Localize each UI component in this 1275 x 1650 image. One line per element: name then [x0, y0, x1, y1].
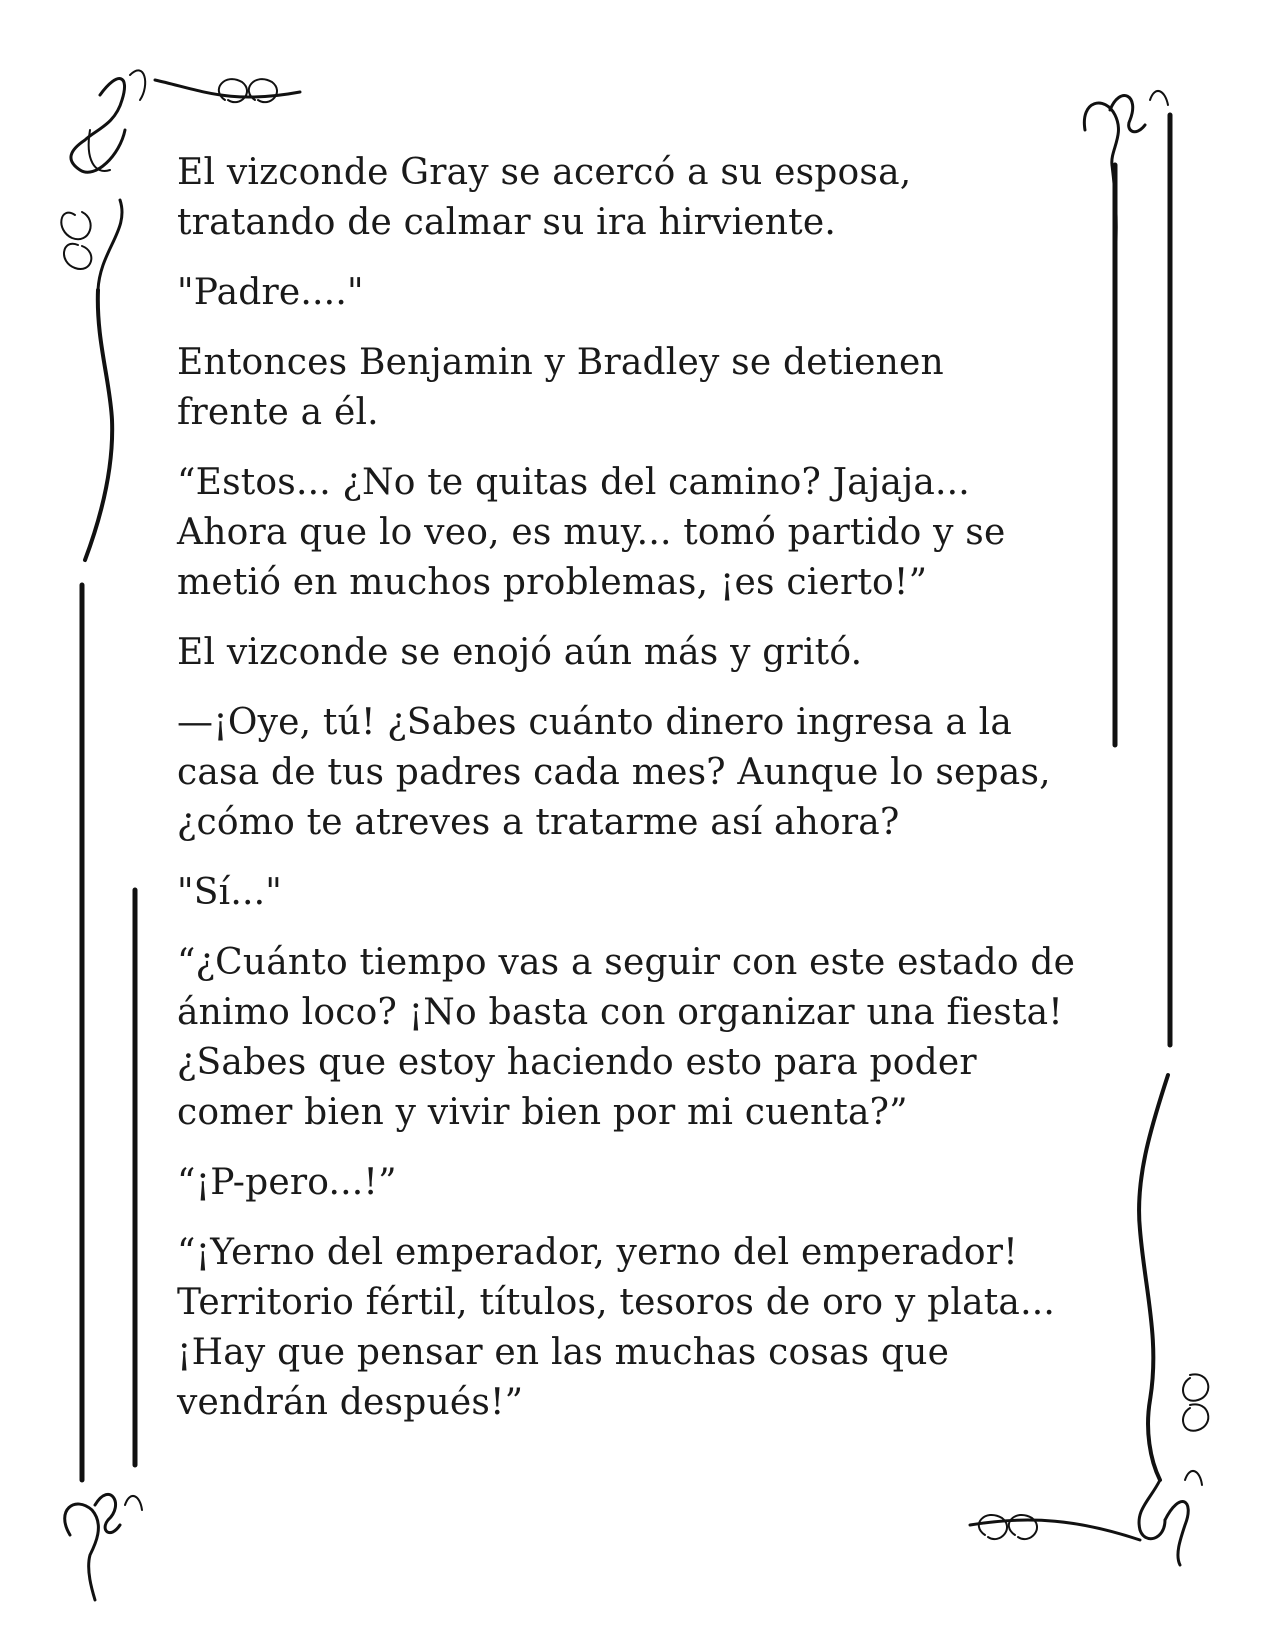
bottom-left-flourish-icon — [65, 1494, 142, 1600]
paragraph: “Estos... ¿No te quitas del camino? Jajaja... Ahora que lo veo, es muy... tomó partido y se metió en muchos problemas, ¡es cierto!” — [177, 462, 1006, 603]
paragraph: El vizconde Gray se acercó a su esposa, tratando de calmar su ira hirviente. — [177, 152, 912, 243]
paragraph: “¡P-pero...!” — [177, 1162, 397, 1203]
page-text — [177, 148, 1117, 1448]
paragraph: —¡Oye, tú! ¿Sabes cuánto dinero ingresa a la casa de tus padres cada mes? Aunque lo sepas, ¿cómo te atreves a tratarme así ahora? — [177, 702, 1051, 843]
paragraph: "Padre...." — [177, 272, 364, 313]
paragraph: "Sí..." — [177, 872, 283, 913]
paragraph: Entonces Benjamin y Bradley se detienen frente a él. — [177, 342, 944, 433]
paragraph: “¿Cuánto tiempo vas a seguir con este estado de ánimo loco? ¡No basta con organizar una fiesta! ¿Sabes que estoy haciendo esto para poder comer bien y vivir bien por mi cuenta?” — [177, 942, 1076, 1133]
paragraph: El vizconde se enojó aún más y gritó. — [177, 632, 863, 673]
paragraph: “¡Yerno del emperador, yerno del emperador! Territorio fértil, títulos, tesoros de oro y plata... ¡Hay que pensar en las muchas cosas que vendrán después!” — [177, 1232, 1056, 1423]
